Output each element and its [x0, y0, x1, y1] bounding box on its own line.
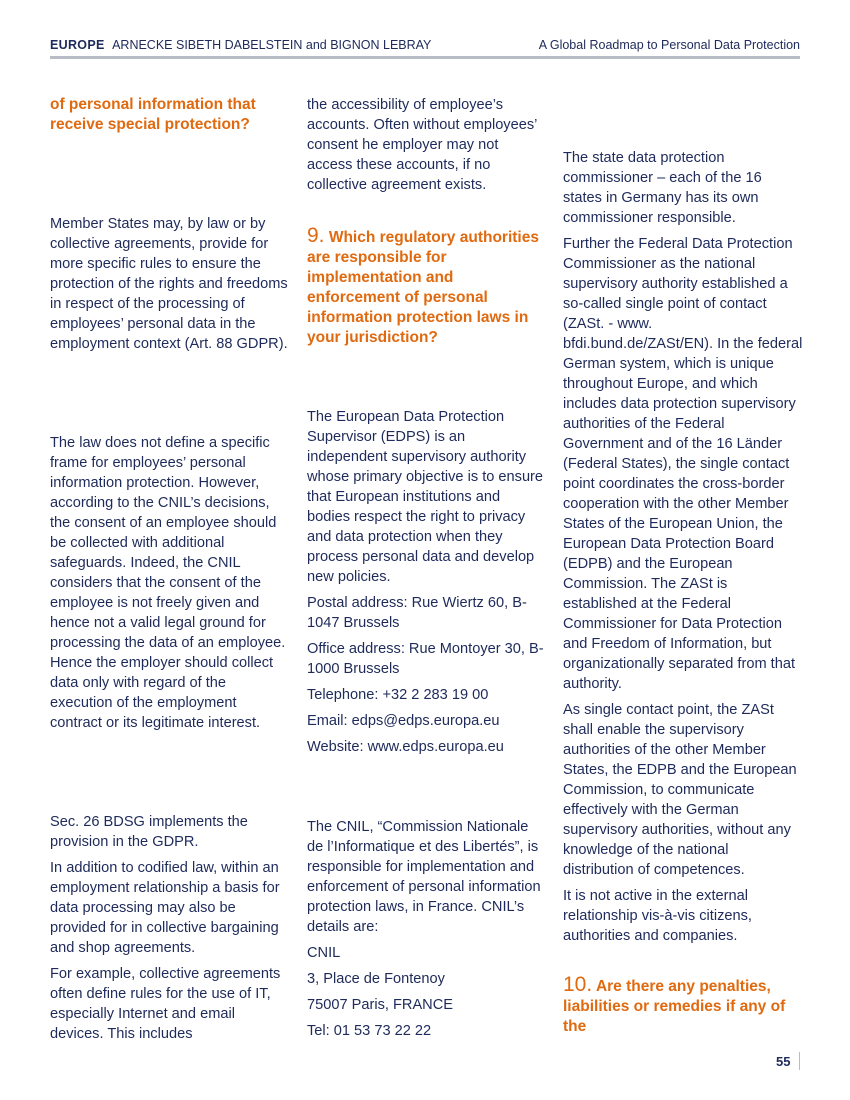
col1-block-3 [50, 812, 290, 1050]
email: Email: edps@edps.europa.eu [307, 713, 500, 729]
col1-block-2 [50, 433, 290, 739]
page-number-divider [799, 1052, 800, 1070]
header-rule [50, 56, 800, 59]
question-heading-cont: of personal information that receive special protection? [50, 96, 256, 133]
question-9 [307, 226, 547, 348]
cnil-address-line: 3, Place de Fontenoy [307, 971, 445, 987]
page-number: 55 [776, 1054, 791, 1069]
paragraph: The CNIL, “Commission Nationale de l’Informatique et des Libertés”, is responsible for implementation and enforcement of personal information protection laws, in France. CNIL’s details are: [307, 819, 541, 935]
question-heading: Which regulatory authorities are responsible for implementation and enforcement of personal information protection laws in your jurisdiction? [307, 229, 539, 346]
paragraph: For example, collective agreements often define rules for the use of IT, especially Internet and email devices. This includes [50, 966, 281, 1042]
cnil-address-line: 75007 Paris, FRANCE [307, 997, 453, 1013]
col2-block-cnil [307, 817, 547, 1047]
header-firm: ARNECKE SIBETH DABELSTEIN and BIGNON LEBRAY [112, 38, 432, 52]
postal-address: Postal address: Rue Wiertz 60, B-1047 Brussels [307, 595, 527, 631]
col2-block-edps [307, 407, 547, 763]
paragraph: In addition to codified law, within an employment relationship a basis for data processing may also be provided for in collective bargaining and shop agreements. [50, 860, 280, 956]
header-country: EUROPE [50, 38, 105, 52]
running-header [50, 38, 800, 56]
cnil-name: CNIL [307, 945, 341, 961]
col2-block-1 [307, 95, 547, 201]
question-number: 10. [563, 973, 593, 996]
paragraph: The law does not define a specific frame for employees’ personal information protection. However, according to the CNIL’s decisions, the consent of an employee should be collected with additional safeguards. Indeed, the CNIL considers that the consent of the employee is not freely given and hence not a valid legal ground for processing the data of an employee. Hence the employer should collect data only with regard of the execution of the employment contract or its legitimate interest. [50, 435, 286, 731]
paragraph: The state data protection commissioner – each of the 16 states in Germany has its own commissioner responsible. [563, 150, 762, 226]
question-heading: Are there any penalties, liabilities or remedies if any of the [563, 978, 786, 1035]
col3-block-1 [563, 148, 803, 952]
header-publication: A Global Roadmap to Personal Data Protection [538, 38, 800, 52]
telephone: Telephone: +32 2 283 19 00 [307, 687, 489, 703]
question-number: 9. [307, 224, 325, 247]
paragraph: Further the Federal Data Protection Commissioner as the national supervisory authority established a so-called single point of contact (ZASt. - www. bfdi.bund.de/ZASt/EN). In the federal German system, which is unique throughout Europe, and which includes data protection supervisory authorities of the Federal Government and of the 16 Länder (Federal States), the single contact point coordinates the cross-border cooperation with the other Member States of the European Union, the European Data Protection Board (EDPB) and the European Commission. The ZASt is established at the Federal Commissioner for Data Protection and Freedom of Information, but organizationally separated from that authority. [563, 236, 803, 692]
paragraph: Sec. 26 BDSG implements the provision in the GDPR. [50, 814, 248, 850]
cnil-telephone: Tel: 01 53 73 22 22 [307, 1023, 432, 1039]
office-address: Office address: Rue Montoyer 30, B-1000 Brussels [307, 641, 544, 677]
question-continuation [50, 95, 290, 135]
website: Website: www.edps.europa.eu [307, 739, 504, 755]
paragraph: the accessibility of employee’s accounts. Often without employees’ consent he employer may not access these accounts, if no collective agreement exists. [307, 97, 537, 193]
paragraph: The European Data Protection Supervisor (EDPS) is an independent supervisory authority whose primary objective is to ensure that European institutions and bodies respect the right to privacy and data protection when they process personal data and develop new policies. [307, 409, 544, 585]
paragraph: It is not active in the external relationship vis-à-vis citizens, authorities and companies. [563, 888, 752, 944]
paragraph: As single contact point, the ZASt shall enable the supervisory authorities of the other Member States, the EDPB and the European Commission, to communicate effectively with the German supervisory authorities, without any knowledge of the national distribution of competences. [563, 702, 797, 878]
col1-block-1 [50, 214, 290, 360]
paragraph: Member States may, by law or by collective agreements, provide for more specific rules to ensure the protection of the rights and freedoms in respect of the processing of employees’ personal data in the employment context (Art. 88 GDPR). [50, 216, 288, 352]
question-10 [563, 975, 803, 1037]
